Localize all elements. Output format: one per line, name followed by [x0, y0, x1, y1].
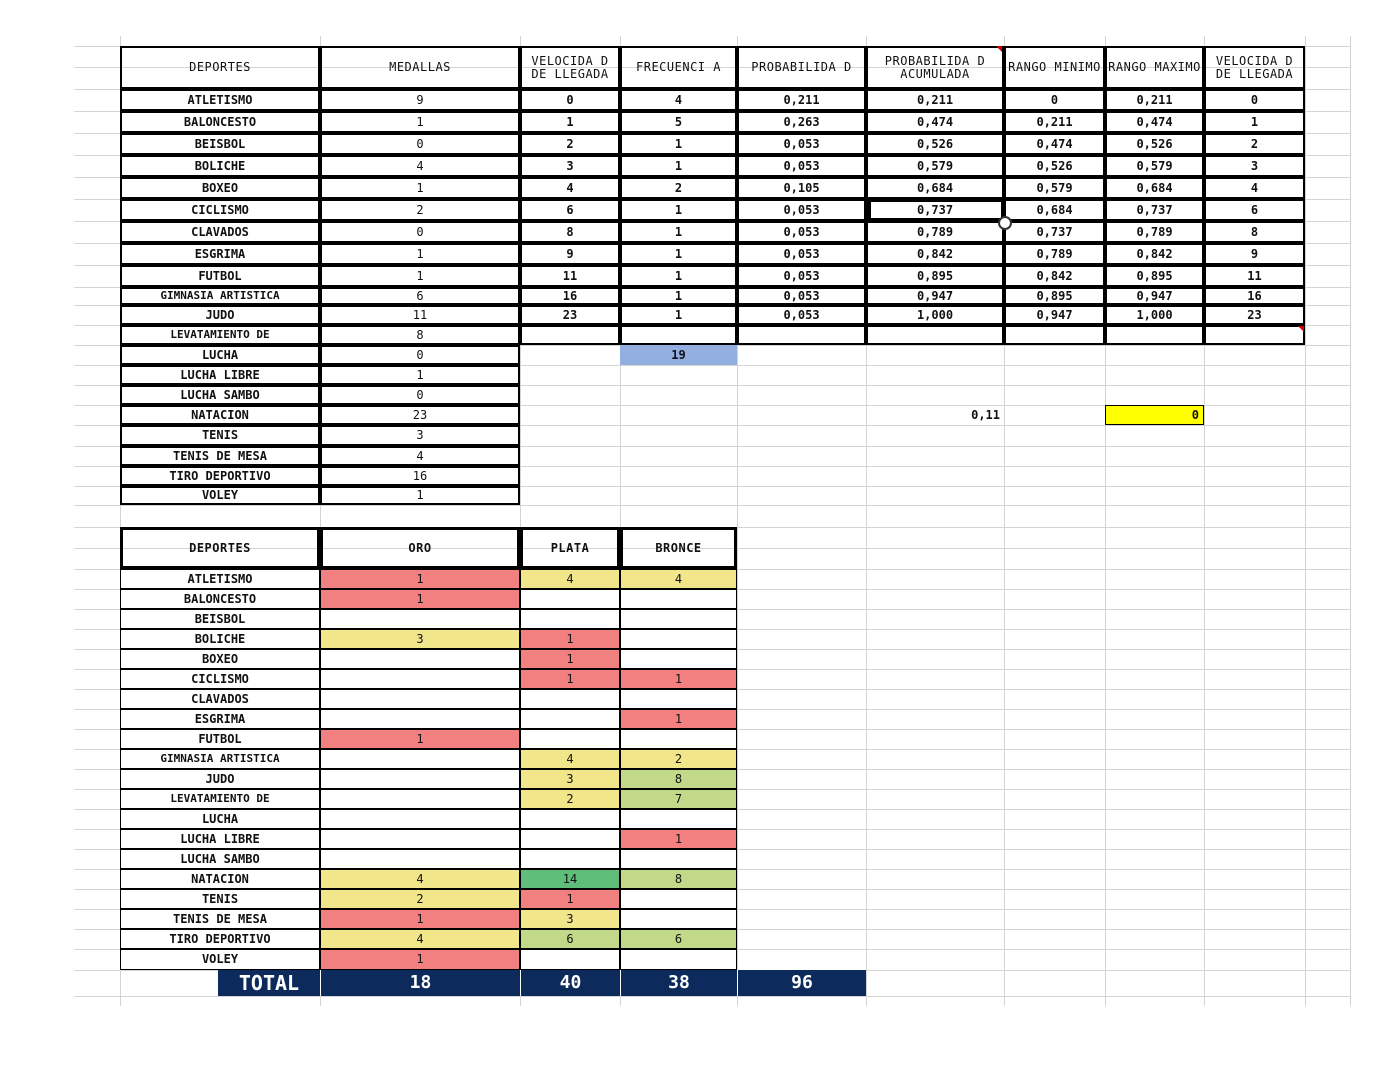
table1-stat-cell[interactable]: 0,053 [737, 221, 866, 243]
table2-bronce-cell[interactable] [620, 649, 737, 669]
table1-stat-cell[interactable]: 23 [520, 305, 620, 325]
table1-empty-cell[interactable] [737, 325, 866, 345]
total-value-cell[interactable]: 38 [620, 970, 737, 996]
table2-sport-cell[interactable]: BEISBOL [120, 609, 320, 629]
table2-sport-cell[interactable]: TENIS [120, 889, 320, 909]
table2-sport-cell[interactable]: CICLISMO [120, 669, 320, 689]
table1-stat-cell[interactable]: 16 [1204, 287, 1305, 305]
table2-plata-cell[interactable]: 1 [520, 889, 620, 909]
table1-empty-cell[interactable] [620, 325, 737, 345]
table1-stat-cell[interactable]: 3 [520, 155, 620, 177]
table1-stat-cell[interactable]: 0,053 [737, 155, 866, 177]
table1-stat-cell[interactable]: 0,526 [1004, 155, 1105, 177]
table1-medals-cell[interactable]: 4 [320, 446, 520, 466]
table1-medals-cell[interactable]: 1 [320, 177, 520, 199]
gridline-row [74, 505, 1350, 506]
table1-stat-cell[interactable]: 0,053 [737, 265, 866, 287]
gridline-row [74, 996, 1350, 997]
table2-plata-cell[interactable] [520, 689, 620, 709]
table1-medals-cell[interactable]: 0 [320, 385, 520, 405]
table2-plata-cell[interactable] [520, 829, 620, 849]
table1-sport-cell[interactable]: TENIS DE MESA [120, 446, 320, 466]
table1-sport-cell[interactable]: JUDO [120, 305, 320, 325]
table1-stat-cell[interactable]: 1 [620, 305, 737, 325]
table1-stat-cell[interactable]: 1 [1204, 111, 1305, 133]
table1-stat-cell[interactable]: 0,053 [737, 305, 866, 325]
table1-stat-cell[interactable]: 0,474 [866, 111, 1004, 133]
table1-stat-cell[interactable]: 0,053 [737, 133, 866, 155]
table1-medals-cell[interactable]: 0 [320, 133, 520, 155]
table2-bronce-cell[interactable] [620, 589, 737, 609]
table1-stat-cell[interactable]: 4 [520, 177, 620, 199]
table1-stat-cell[interactable]: 0,474 [1004, 133, 1105, 155]
table2-oro-cell[interactable]: 3 [320, 629, 520, 649]
table1-medals-cell[interactable]: 0 [320, 221, 520, 243]
table2-oro-cell[interactable]: 4 [320, 869, 520, 889]
table2-plata-cell[interactable]: 3 [520, 909, 620, 929]
table1-stat-cell[interactable]: 0,053 [737, 243, 866, 265]
table2-oro-cell[interactable] [320, 769, 520, 789]
table1-sport-cell[interactable]: NATACION [120, 405, 320, 425]
table2-bronce-cell[interactable]: 1 [620, 709, 737, 729]
table1-stat-cell[interactable]: 0,684 [1105, 177, 1204, 199]
lookup-result-cell[interactable]: 0 [1105, 405, 1204, 425]
table1-sport-cell[interactable]: BEISBOL [120, 133, 320, 155]
table1-stat-cell[interactable]: 11 [1204, 265, 1305, 287]
table1-sport-cell[interactable]: ATLETISMO [120, 89, 320, 111]
table2-oro-cell[interactable]: 4 [320, 929, 520, 949]
table1-stat-cell[interactable]: 0,211 [1105, 89, 1204, 111]
table1-stat-cell[interactable]: 0,684 [866, 177, 1004, 199]
table1-stat-cell[interactable]: 0,579 [866, 155, 1004, 177]
selected-cell-outline [868, 199, 1004, 221]
table1-stat-cell[interactable]: 1 [620, 265, 737, 287]
table1-stat-cell[interactable]: 23 [1204, 305, 1305, 325]
table2-sport-cell[interactable]: JUDO [120, 769, 320, 789]
table1-stat-cell[interactable]: 0,526 [866, 133, 1004, 155]
table2-oro-cell[interactable] [320, 649, 520, 669]
comment-marker-icon [1298, 326, 1304, 332]
table1-medals-cell[interactable]: 1 [320, 111, 520, 133]
table1-stat-cell[interactable]: 6 [520, 199, 620, 221]
table1-stat-cell[interactable]: 0,474 [1105, 111, 1204, 133]
table2-bronce-cell[interactable] [620, 629, 737, 649]
table1-stat-cell[interactable]: 9 [520, 243, 620, 265]
table2-oro-cell[interactable] [320, 789, 520, 809]
table2-sport-cell[interactable]: LUCHA [120, 809, 320, 829]
table1-medals-cell[interactable]: 4 [320, 155, 520, 177]
table1-empty-cell[interactable] [866, 325, 1004, 345]
table2-sport-cell[interactable]: TIRO DEPORTIVO [120, 929, 320, 949]
table2-bronce-cell[interactable]: 2 [620, 749, 737, 769]
table1-stat-cell[interactable]: 0,211 [737, 89, 866, 111]
table1-stat-cell[interactable]: 11 [520, 265, 620, 287]
table1-stat-cell[interactable]: 9 [1204, 243, 1305, 265]
table1-empty-cell[interactable] [1105, 325, 1204, 345]
table2-oro-cell[interactable] [320, 829, 520, 849]
table1-stat-cell[interactable]: 4 [1204, 177, 1305, 199]
table1-sport-cell[interactable]: LEVATAMIENTO DE [120, 325, 320, 345]
table1-stat-cell[interactable]: 0,947 [1004, 305, 1105, 325]
table2-bronce-cell[interactable] [620, 809, 737, 829]
table1-stat-cell[interactable]: 0,684 [1004, 199, 1105, 221]
table1-medals-cell[interactable]: 1 [320, 486, 520, 505]
table1-stat-cell[interactable]: 0,211 [1004, 111, 1105, 133]
table1-sport-cell[interactable]: BALONCESTO [120, 111, 320, 133]
table1-stat-cell[interactable]: 1 [620, 155, 737, 177]
table2-plata-cell[interactable]: 1 [520, 629, 620, 649]
table1-sport-cell[interactable]: LUCHA [120, 345, 320, 365]
table1-stat-cell[interactable]: 1 [620, 133, 737, 155]
table2-sport-cell[interactable]: LUCHA LIBRE [120, 829, 320, 849]
table1-sport-cell[interactable]: BOXEO [120, 177, 320, 199]
table2-sport-cell[interactable]: GIMNASIA ARTISTICA [120, 749, 320, 769]
table1-medals-cell[interactable]: 1 [320, 265, 520, 287]
total-label: TOTAL [218, 970, 320, 996]
table1-medals-cell[interactable]: 16 [320, 466, 520, 486]
total-value-cell[interactable]: 40 [520, 970, 620, 996]
gridline-col [1350, 36, 1351, 1006]
table1-header-7[interactable]: RANGO MAXIMO [1105, 46, 1204, 89]
table1-stat-cell[interactable]: 0,526 [1105, 133, 1204, 155]
table1-stat-cell[interactable]: 0,895 [866, 265, 1004, 287]
table2-bronce-cell[interactable] [620, 609, 737, 629]
table1-stat-cell[interactable]: 0,053 [737, 287, 866, 305]
table2-sport-cell[interactable]: ATLETISMO [120, 569, 320, 589]
table2-bronce-cell[interactable] [620, 689, 737, 709]
table2-oro-cell[interactable] [320, 669, 520, 689]
table1-stat-cell[interactable]: 0 [520, 89, 620, 111]
table2-bronce-cell[interactable]: 4 [620, 569, 737, 589]
table1-stat-cell[interactable]: 0,053 [737, 199, 866, 221]
total-value-cell[interactable]: 18 [320, 970, 520, 996]
table2-bronce-cell[interactable] [620, 909, 737, 929]
table2-plata-cell[interactable]: 6 [520, 929, 620, 949]
table1-stat-cell[interactable]: 0,105 [737, 177, 866, 199]
table2-header-2[interactable]: PLATA [520, 527, 620, 569]
table1-stat-cell[interactable]: 0,263 [737, 111, 866, 133]
table1-stat-cell[interactable]: 1,000 [866, 305, 1004, 325]
table1-stat-cell[interactable]: 0,211 [866, 89, 1004, 111]
table2-bronce-cell[interactable]: 8 [620, 769, 737, 789]
table1-stat-cell[interactable]: 0,947 [866, 287, 1004, 305]
table2-sport-cell[interactable]: LEVATAMIENTO DE [120, 789, 320, 809]
table1-stat-cell[interactable]: 1 [520, 111, 620, 133]
table1-stat-cell[interactable]: 2 [520, 133, 620, 155]
table2-plata-cell[interactable] [520, 849, 620, 869]
table2-bronce-cell[interactable] [620, 949, 737, 970]
table2-sport-cell[interactable]: TENIS DE MESA [120, 909, 320, 929]
table2-oro-cell[interactable]: 1 [320, 589, 520, 609]
table2-sport-cell[interactable]: ESGRIMA [120, 709, 320, 729]
table1-stat-cell[interactable]: 1 [620, 199, 737, 221]
table1-stat-cell[interactable]: 1 [620, 221, 737, 243]
table2-sport-cell[interactable]: CLAVADOS [120, 689, 320, 709]
table1-stat-cell[interactable]: 0,895 [1105, 265, 1204, 287]
table1-medals-cell[interactable]: 23 [320, 405, 520, 425]
table1-stat-cell[interactable]: 0,737 [1004, 221, 1105, 243]
table1-medals-cell[interactable]: 3 [320, 425, 520, 446]
table2-oro-cell[interactable] [320, 709, 520, 729]
table1-sport-cell[interactable]: FUTBOL [120, 265, 320, 287]
comment-marker-icon [996, 46, 1002, 52]
table2-plata-cell[interactable] [520, 949, 620, 970]
table1-stat-cell[interactable]: 0 [1004, 89, 1105, 111]
table1-stat-cell[interactable]: 0,947 [1105, 287, 1204, 305]
table1-header-3[interactable]: FRECUENCI A [620, 46, 737, 89]
table1-stat-cell[interactable]: 0,579 [1004, 177, 1105, 199]
random-value-cell[interactable]: 0,11 [971, 407, 1000, 422]
table2-oro-cell[interactable] [320, 689, 520, 709]
table1-stat-cell[interactable]: 0,842 [1004, 265, 1105, 287]
table2-sport-cell[interactable]: FUTBOL [120, 729, 320, 749]
table1-stat-cell[interactable]: 3 [1204, 155, 1305, 177]
table1-stat-cell[interactable]: 0 [1204, 89, 1305, 111]
table2-sport-cell[interactable]: BOXEO [120, 649, 320, 669]
table1-header-5[interactable]: PROBABILIDA D ACUMULADA [866, 46, 1004, 89]
table1-medals-cell[interactable]: 2 [320, 199, 520, 221]
table1-stat-cell[interactable]: 8 [1204, 221, 1305, 243]
table1-stat-cell[interactable]: 1 [620, 243, 737, 265]
table1-sport-cell[interactable]: CICLISMO [120, 199, 320, 221]
table2-plata-cell[interactable] [520, 589, 620, 609]
table1-empty-cell[interactable] [1004, 325, 1105, 345]
table1-sport-cell[interactable]: BOLICHE [120, 155, 320, 177]
table1-stat-cell[interactable]: 0,842 [1105, 243, 1204, 265]
table2-plata-cell[interactable]: 4 [520, 749, 620, 769]
table2-plata-cell[interactable] [520, 709, 620, 729]
table1-sport-cell[interactable]: GIMNASIA ARTISTICA [120, 287, 320, 305]
table2-bronce-cell[interactable] [620, 729, 737, 749]
table1-header-8[interactable]: VELOCIDA D DE LLEGADA [1204, 46, 1305, 89]
table2-bronce-cell[interactable]: 1 [620, 829, 737, 849]
table2-plata-cell[interactable]: 14 [520, 869, 620, 889]
table1-sport-cell[interactable]: ESGRIMA [120, 243, 320, 265]
gridline-col [1305, 36, 1306, 1006]
table2-header-0[interactable]: DEPORTES [120, 527, 320, 569]
table2-bronce-cell[interactable] [620, 849, 737, 869]
table1-header-2[interactable]: VELOCIDA D DE LLEGADA [520, 46, 620, 89]
table2-bronce-cell[interactable] [620, 889, 737, 909]
table1-stat-cell[interactable]: 0,789 [1004, 243, 1105, 265]
table1-header-4[interactable]: PROBABILIDA D [737, 46, 866, 89]
table1-stat-cell[interactable]: 0,737 [866, 199, 1004, 221]
table1-sport-cell[interactable]: LUCHA LIBRE [120, 365, 320, 385]
table1-stat-cell[interactable]: 0,579 [1105, 155, 1204, 177]
mouse-cursor-icon [998, 216, 1012, 230]
table1-stat-cell[interactable]: 8 [520, 221, 620, 243]
table1-sport-cell[interactable]: CLAVADOS [120, 221, 320, 243]
table1-medals-cell[interactable]: 1 [320, 243, 520, 265]
table1-stat-cell[interactable]: 0,737 [1105, 199, 1204, 221]
table2-sport-cell[interactable]: NATACION [120, 869, 320, 889]
table2-sport-cell[interactable]: BALONCESTO [120, 589, 320, 609]
table1-sport-cell[interactable]: TIRO DEPORTIVO [120, 466, 320, 486]
table1-stat-cell[interactable]: 1,000 [1105, 305, 1204, 325]
table1-medals-cell[interactable]: 11 [320, 305, 520, 325]
table2-sport-cell[interactable]: VOLEY [120, 949, 320, 970]
table2-oro-cell[interactable]: 1 [320, 949, 520, 970]
table1-stat-cell[interactable]: 16 [520, 287, 620, 305]
table2-oro-cell[interactable] [320, 809, 520, 829]
table1-stat-cell[interactable]: 5 [620, 111, 737, 133]
table2-bronce-cell[interactable]: 6 [620, 929, 737, 949]
table2-plata-cell[interactable] [520, 609, 620, 629]
table2-plata-cell[interactable]: 1 [520, 649, 620, 669]
table2-oro-cell[interactable] [320, 849, 520, 869]
frequency-total-cell[interactable]: 19 [620, 345, 737, 365]
table1-medals-cell[interactable]: 9 [320, 89, 520, 111]
table1-medals-cell[interactable]: 1 [320, 365, 520, 385]
table2-oro-cell[interactable] [320, 609, 520, 629]
table2-oro-cell[interactable] [320, 749, 520, 769]
table1-sport-cell[interactable]: LUCHA SAMBO [120, 385, 320, 405]
table1-stat-cell[interactable]: 2 [620, 177, 737, 199]
table2-header-1[interactable]: ORO [320, 527, 520, 569]
table1-stat-cell[interactable]: 2 [1204, 133, 1305, 155]
table2-header-3[interactable]: BRONCE [620, 527, 737, 569]
table2-bronce-cell[interactable]: 7 [620, 789, 737, 809]
table1-empty-cell[interactable] [1204, 325, 1305, 345]
table2-oro-cell[interactable]: 2 [320, 889, 520, 909]
table1-empty-cell[interactable] [520, 325, 620, 345]
table2-oro-cell[interactable]: 1 [320, 909, 520, 929]
table2-plata-cell[interactable] [520, 809, 620, 829]
table2-plata-cell[interactable]: 2 [520, 789, 620, 809]
table1-header-1[interactable]: MEDALLAS [320, 46, 520, 89]
table1-sport-cell[interactable]: TENIS [120, 425, 320, 446]
table1-header-6[interactable]: RANGO MINIMO [1004, 46, 1105, 89]
table2-bronce-cell[interactable]: 1 [620, 669, 737, 689]
table1-stat-cell[interactable]: 1 [620, 287, 737, 305]
table1-sport-cell[interactable]: VOLEY [120, 486, 320, 505]
total-value-cell[interactable]: 96 [737, 970, 866, 996]
table1-medals-cell[interactable]: 8 [320, 325, 520, 345]
table2-bronce-cell[interactable]: 8 [620, 869, 737, 889]
table1-stat-cell[interactable]: 0,842 [866, 243, 1004, 265]
table1-stat-cell[interactable]: 4 [620, 89, 737, 111]
table1-header-0[interactable]: DEPORTES [120, 46, 320, 89]
table2-oro-cell[interactable]: 1 [320, 569, 520, 589]
table2-plata-cell[interactable]: 1 [520, 669, 620, 689]
table1-medals-cell[interactable]: 0 [320, 345, 520, 365]
table2-sport-cell[interactable]: LUCHA SAMBO [120, 849, 320, 869]
table1-stat-cell[interactable]: 0,895 [1004, 287, 1105, 305]
table2-plata-cell[interactable] [520, 729, 620, 749]
table2-plata-cell[interactable]: 3 [520, 769, 620, 789]
table2-plata-cell[interactable]: 4 [520, 569, 620, 589]
table1-stat-cell[interactable]: 6 [1204, 199, 1305, 221]
table2-oro-cell[interactable]: 1 [320, 729, 520, 749]
table1-stat-cell[interactable]: 0,789 [866, 221, 1004, 243]
table2-sport-cell[interactable]: BOLICHE [120, 629, 320, 649]
table1-medals-cell[interactable]: 6 [320, 287, 520, 305]
table1-stat-cell[interactable]: 0,789 [1105, 221, 1204, 243]
